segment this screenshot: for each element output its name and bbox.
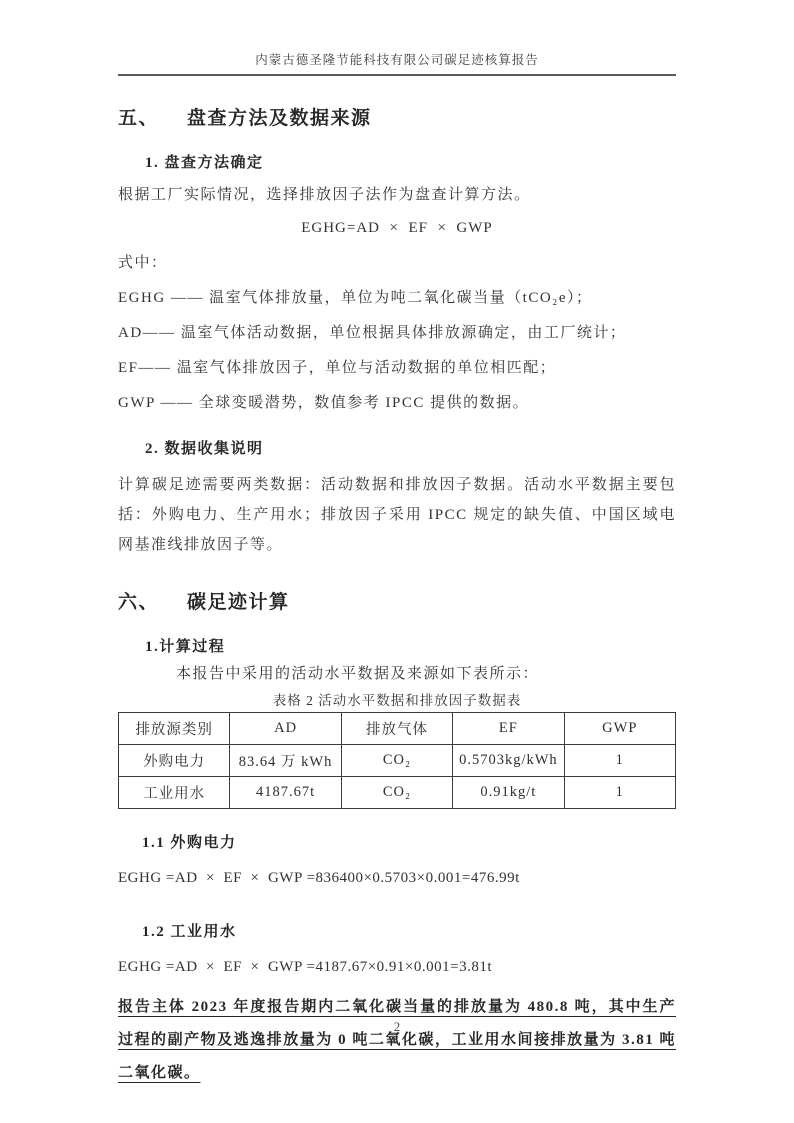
running-header-title: 内蒙古德圣隆节能科技有限公司碳足迹核算报告	[255, 53, 539, 67]
table-caption: 表格 2 活动水平数据和排放因子数据表	[272, 693, 522, 708]
definition-gwp: GWP —— 全球变暖潜势，数值参考 IPCC 提供的数据。	[118, 395, 530, 411]
column-header-ef: EF	[453, 713, 564, 745]
subsection-6-1-2-heading: 1.2 工业用水	[142, 924, 237, 940]
definition-ef: EF—— 温室气体排放因子，单位与活动数据的单位相匹配；	[118, 360, 557, 376]
cell-ef: 0.91kg/t	[453, 777, 564, 809]
where-label: 式中：	[118, 255, 168, 271]
activity-data-table	[118, 712, 676, 809]
subsection-6-1-1-heading: 1.1 外购电力	[142, 835, 237, 851]
cell-gas: CO₂	[341, 745, 452, 777]
subsection-6-1-heading: 1.计算过程	[145, 639, 226, 655]
section-6-heading	[118, 587, 676, 614]
cell-source: 外购电力	[119, 745, 230, 777]
paragraph-method: 根据工厂实际情况，选择排放因子法作为盘查计算方法。	[118, 187, 531, 203]
page-content	[118, 103, 676, 1090]
formula-eghg: EGHG=AD × EF × GWP	[301, 220, 493, 236]
column-header-gas: 排放气体	[341, 713, 452, 745]
definition-ad: AD—— 温室气体活动数据，单位根据具体排放源确定，由工厂统计；	[118, 325, 627, 341]
running-header	[118, 50, 676, 76]
subsection-5-1-heading: 1. 盘查方法确定	[145, 155, 264, 171]
table-row	[119, 777, 676, 809]
calculation-electricity: EGHG =AD × EF × GWP =836400×0.5703×0.001=476.99t	[118, 870, 520, 886]
section-5-number: 五、	[118, 108, 160, 129]
cell-ad: 83.64 万 kWh	[230, 745, 341, 777]
table-header-row	[119, 713, 676, 745]
cell-gas: CO₂	[341, 777, 452, 809]
column-header-gwp: GWP	[564, 713, 675, 745]
subsection-5-2-heading: 2. 数据收集说明	[145, 441, 264, 457]
column-header-ad: AD	[230, 713, 341, 745]
cell-ef: 0.5703kg/kWh	[453, 745, 564, 777]
table-row	[119, 745, 676, 777]
section-5-heading	[118, 103, 676, 130]
column-header-source: 排放源类别	[119, 713, 230, 745]
definition-eghg: EGHG —— 温室气体排放量，单位为吨二氧化碳当量（tCO₂e）；	[118, 290, 593, 306]
conclusion-statement: 报告主体 2023 年度报告期内二氧化碳当量的排放量为 480.8 吨，其中生产过程的副产物及逃逸排放量为 0 吨二氧化碳，工业用水间接排放量为 3.81 吨二氧化碳。	[118, 999, 676, 1081]
cell-gwp: 1	[564, 745, 675, 777]
section-6-number: 六、	[118, 592, 160, 613]
calculation-water: EGHG =AD × EF × GWP =4187.67×0.91×0.001=3.81t	[118, 959, 492, 975]
cell-ad: 4187.67t	[230, 777, 341, 809]
cell-gwp: 1	[564, 777, 675, 809]
section-5-title: 盘查方法及数据来源	[187, 108, 372, 129]
page-number: 2	[393, 1020, 401, 1034]
section-6-title: 碳足迹计算	[187, 592, 290, 613]
paragraph-table-intro: 本报告中采用的活动水平数据及来源如下表所示：	[176, 666, 540, 682]
cell-source: 工业用水	[119, 777, 230, 809]
paragraph-data-collection: 计算碳足迹需要两类数据：活动数据和排放因子数据。活动水平数据主要包括：外购电力、生产用水；排放因子采用 IPCC 规定的缺失值、中国区域电网基准线排放因子等。	[118, 477, 676, 553]
